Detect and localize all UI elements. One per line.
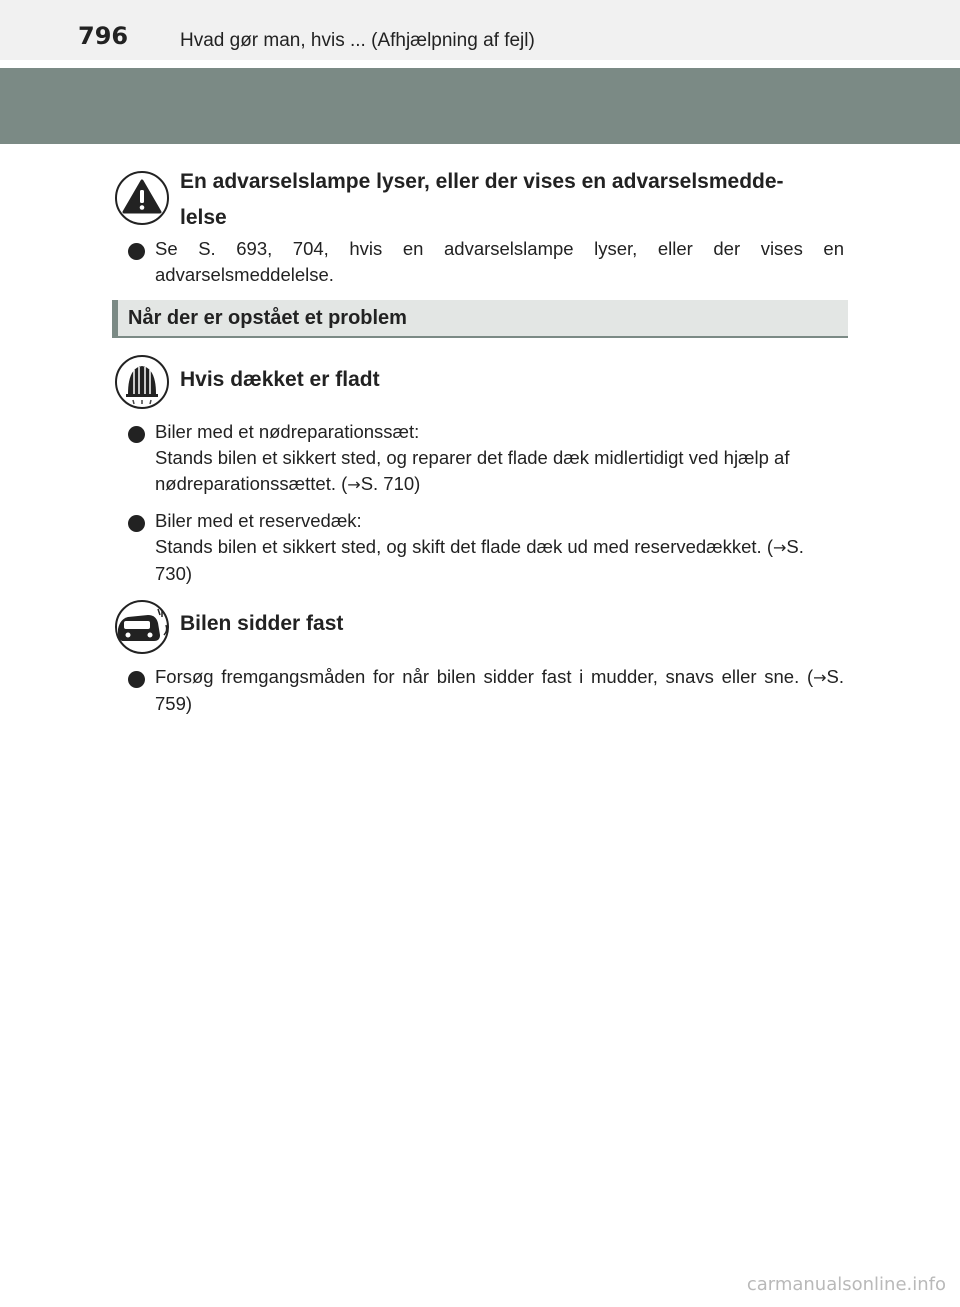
arrow-icon: → — [813, 668, 827, 687]
bullet2-title: Biler med et reservedæk: — [155, 510, 362, 531]
stuck-bullet-ref[interactable]: S. 759) — [155, 666, 844, 714]
stuck-car-icon — [114, 599, 170, 655]
header-band — [0, 68, 960, 144]
flat-tire-bullet1 — [155, 419, 844, 498]
bullet-icon — [128, 515, 145, 532]
bullet-icon — [128, 426, 145, 443]
bullet-icon — [128, 671, 145, 688]
section-accent — [112, 300, 118, 336]
stuck-bullet-body: Forsøg fremgangsmåden for når bilen sidder fast i mudder, snavs eller sne. ( — [155, 666, 814, 687]
page-number: 796 — [78, 22, 129, 50]
watermark: carmanualsonline.info — [746, 1274, 946, 1295]
page-header-title: Hvad gør man, hvis ... (Afhjælpning af fejl) — [180, 30, 535, 51]
stuck-heading: Bilen sidder fast — [180, 612, 344, 635]
warning-heading-line1: En advarselslampe lyser, eller der vises en advarselsmedde- — [180, 170, 784, 193]
warning-triangle-icon — [114, 170, 170, 226]
bullet1-ref[interactable]: S. 710) — [360, 473, 421, 494]
tire-icon — [114, 354, 170, 410]
warning-heading — [180, 164, 784, 236]
flat-tire-bullet2 — [155, 508, 844, 587]
warning-bullet-text: Se S. 693, 704, hvis en advarselslampe lyser, eller der vises en advarselsmeddelelse. — [155, 238, 844, 285]
bullet2-body: Stands bilen et sikkert sted, og skift det flade dæk ud med reservedækket. ( — [155, 536, 773, 557]
warning-heading-line2: lelse — [180, 206, 227, 229]
arrow-icon: → — [773, 538, 787, 557]
bullet1-body: Stands bilen et sikkert sted, og reparer det flade dæk midlertidigt ved hjælp af nødreparationssættet. ( — [155, 447, 790, 494]
flat-tire-heading: Hvis dækket er fladt — [180, 368, 380, 391]
bullet2-ref[interactable]: S. 730) — [155, 536, 804, 584]
section-title: Når der er opstået et problem — [128, 307, 407, 329]
stuck-bullet — [155, 664, 844, 717]
section-title-bar — [112, 300, 848, 338]
arrow-icon: → — [347, 475, 361, 494]
bullet1-title: Biler med et nødreparationssæt: — [155, 421, 420, 442]
bullet-icon — [128, 243, 145, 260]
